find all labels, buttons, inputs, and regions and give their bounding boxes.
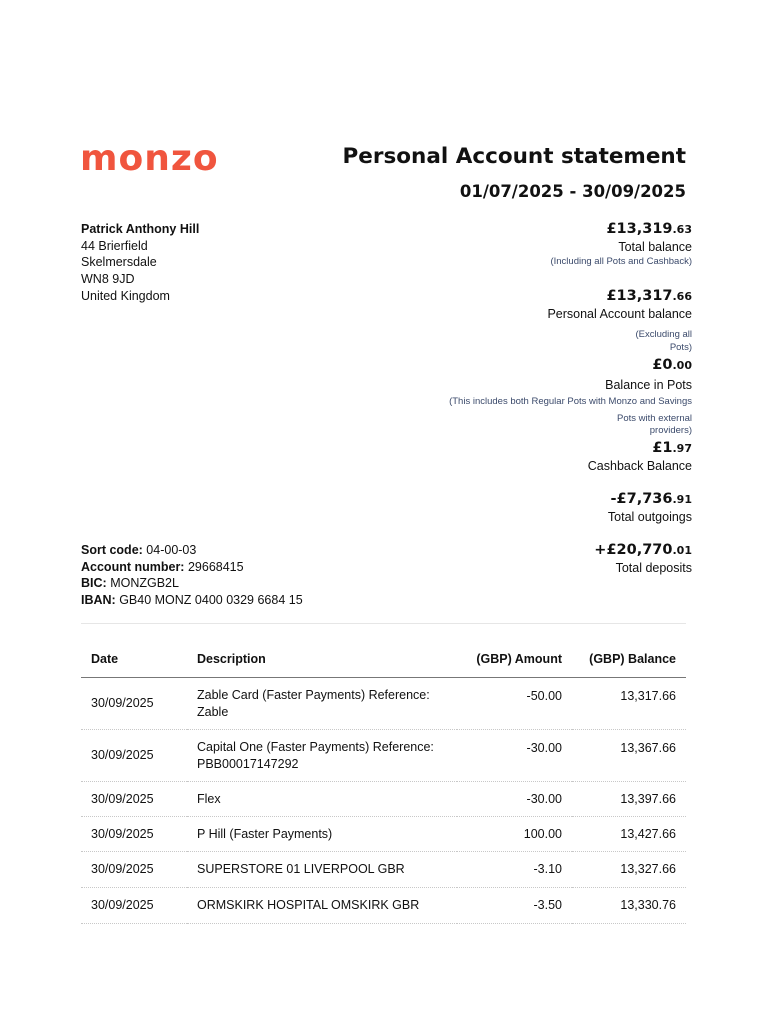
row-balance: 13,367.66 [572,730,686,782]
outgoings-block [608,490,692,526]
personal-balance-label: Personal Account balance [547,307,692,321]
row-date: 30/09/2025 [81,888,187,924]
row-description: P Hill (Faster Payments) [187,817,457,852]
address-line: United Kingdom [81,288,170,303]
statement-title: Personal Account statement [342,144,686,169]
sort-code: Sort code: 04-00-03 [81,543,197,557]
header-date: Date [81,641,187,678]
row-date: 30/09/2025 [81,852,187,888]
address-line: WN8 9JD [81,272,135,287]
header-balance: (GBP) Balance [572,641,686,678]
table-row [81,817,686,852]
row-description: Zable Card (Faster Payments) Reference: Zable [187,678,457,730]
outgoings-amount: -£7,736.91 [610,491,692,507]
customer-address [81,221,199,305]
section-divider [81,623,686,624]
bic: BIC: MONZGB2L [81,576,179,591]
row-date: 30/09/2025 [81,817,187,852]
header-amount: (GBP) Amount [457,641,572,678]
transactions-table [81,641,686,924]
row-balance: 13,327.66 [572,852,686,888]
row-amount: -30.00 [457,730,572,782]
iban: IBAN: GB40 MONZ 0400 0329 6684 15 [81,593,303,608]
row-description: Capital One (Faster Payments) Reference: PBB00017147292 [187,730,457,782]
row-description: SUPERSTORE 01 LIVERPOOL GBR [187,852,457,888]
cashback-label: Cashback Balance [587,459,692,473]
row-amount: -30.00 [457,782,572,817]
row-description: ORMSKIRK HOSPITAL OMSKIRK GBR [187,888,457,924]
account-number: Account number: 29668415 [81,559,244,574]
customer-name: Patrick Anthony Hill [81,222,200,236]
row-balance: 13,330.76 [572,888,686,924]
bank-details [81,542,303,609]
row-date: 30/09/2025 [81,678,187,730]
personal-balance-note: (Excluding all Pots) [635,329,692,353]
row-balance: 13,317.66 [572,678,686,730]
row-date: 30/09/2025 [81,782,187,817]
table-row [81,782,686,817]
pots-balance-amount: £0.00 [652,357,692,373]
table-row [81,852,686,888]
cashback-amount: £1.97 [652,440,692,456]
row-balance: 13,397.66 [572,782,686,817]
deposits-label: Total deposits [615,561,692,575]
pots-balance-block [449,356,692,438]
cashback-block [588,439,692,475]
deposits-block [594,541,692,577]
row-description: Flex [187,782,457,817]
monzo-logo: monzo [80,138,219,179]
row-amount: -3.50 [457,888,572,924]
header-description: Description [187,641,457,678]
outgoings-label: Total outgoings [607,510,692,524]
pots-balance-note: (This includes both Regular Pots with Monzo and Savings Pots with external providers) [449,396,692,436]
total-balance-note: (Including all Pots and Cashback) [550,256,692,267]
pots-balance-label: Balance in Pots [605,378,692,392]
row-amount: -50.00 [457,678,572,730]
address-line: Skelmersdale [81,255,157,270]
total-balance-block [550,220,692,269]
table-row [81,678,686,730]
row-amount: -3.10 [457,852,572,888]
row-date: 30/09/2025 [81,730,187,782]
statement-period: 01/07/2025 - 30/09/2025 [459,182,686,201]
address-line: 44 Brierfield [81,238,148,253]
row-balance: 13,427.66 [572,817,686,852]
deposits-amount: +£20,770.01 [594,542,692,558]
table-row [81,888,686,924]
table-row [81,730,686,782]
total-balance-label: Total balance [618,240,692,254]
row-amount: 100.00 [457,817,572,852]
personal-balance-block [547,287,692,354]
table-header-row [81,641,686,678]
personal-balance-amount: £13,317.66 [606,288,692,304]
total-balance-amount: £13,319.63 [606,221,692,237]
